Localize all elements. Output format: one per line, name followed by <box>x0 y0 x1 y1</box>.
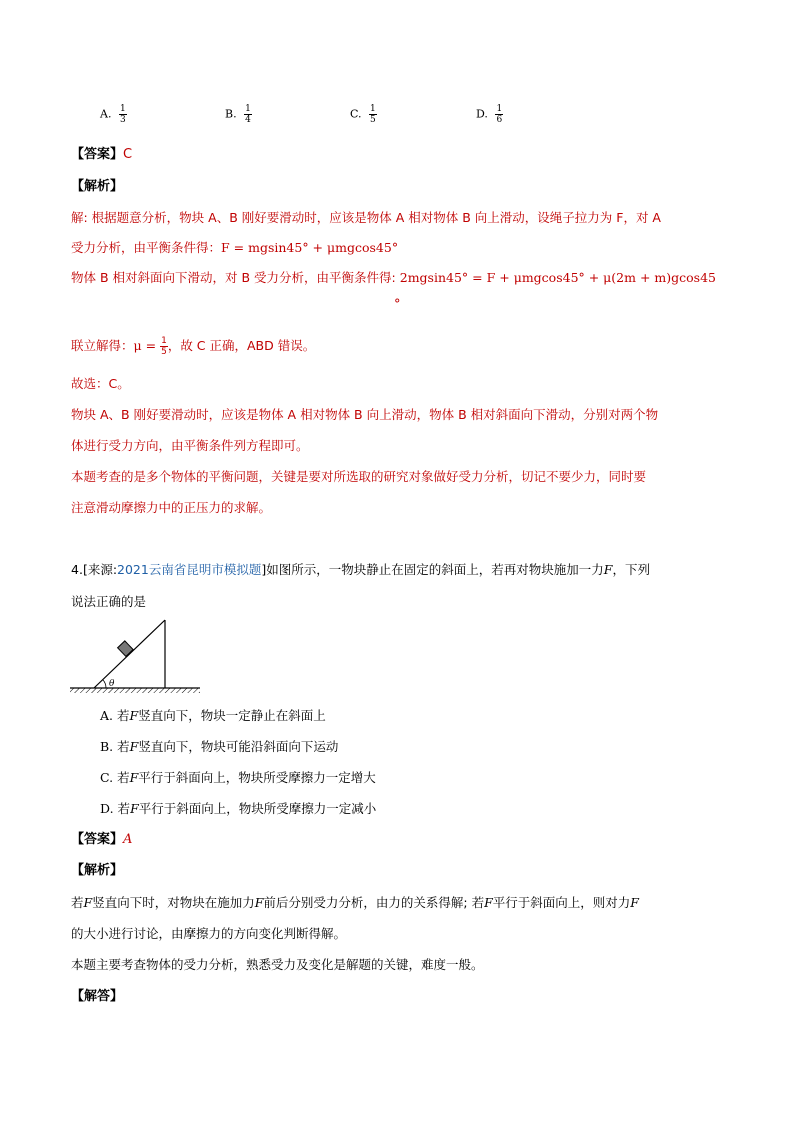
q3-comment-line-1: 物块 A、B 刚好要滑动时，应该是物体 A 相对物体 B 向上滑动，物体 B 相对斜面向下滑动，分别对两个物 <box>71 407 659 422</box>
option-letter: D. <box>476 107 488 121</box>
answer-value: A <box>123 832 133 847</box>
q4-choice-c: C. 若F平行于斜面向上，物块所受摩擦力一定增大 <box>100 770 376 785</box>
q4-analysis-line-2: 的大小进行讨论，由摩擦力的方向变化判断得解。 <box>71 926 347 941</box>
option-c <box>350 104 377 125</box>
source-place: 云南省昆明市模拟题 <box>148 562 262 577</box>
q3-solution-line-4: 联立解得：μ = $\frac{1}{5}$ ，故 C 正确，ABD 错误。 <box>71 336 316 357</box>
q4-analysis-label: 【解析】 <box>71 863 124 878</box>
answer-value: C <box>123 147 133 162</box>
fraction: $\frac{1}{5}$ <box>161 336 167 357</box>
q3-conclusion: 故选：C。 <box>71 376 130 391</box>
q4-stem-line-2: 说法正确的是 <box>71 594 147 609</box>
q4-analysis-line-3: 本题主要考查物体的受力分析，熟悉受力及变化是解题的关键，难度一般。 <box>71 957 484 972</box>
q3-comment-line-2: 体进行受力方向，由平衡条件列方程即可。 <box>71 438 309 453</box>
fraction: $\frac{1}{6}$ <box>496 104 503 125</box>
angle-label: θ <box>109 679 115 689</box>
q4-solution-label: 【解答】 <box>71 989 124 1004</box>
q4-stem-line-1: 4.[来源:2021云南省昆明市模拟题]如图所示，一物块静止在固定的斜面上，若再对物块施加一力F，下列 <box>71 562 650 577</box>
block <box>118 641 134 657</box>
ground-hatch <box>70 688 200 693</box>
angle-arc <box>103 680 106 688</box>
incline-surface <box>94 620 165 688</box>
q3-solution-line-3-cont: ° <box>394 297 401 312</box>
option-letter: C. <box>350 107 362 121</box>
q3-solution-line-2: 受力分析，由平衡条件得：F = mgsin45° + μmgcos45° <box>71 240 399 255</box>
equation: 2mgsin45° = F + μmgcos45° + μ(2m + m)gcos45 <box>399 270 716 285</box>
q4-analysis-line-1: 若F竖直向下时，对物块在施加力F前后分别受力分析，由力的关系得解; 若F平行于斜面向上，则对力F <box>71 895 639 910</box>
q4-choice-d: D. 若F平行于斜面向上，物块所受摩擦力一定减小 <box>100 801 377 816</box>
incline-diagram <box>70 618 202 696</box>
q4-answer <box>71 831 132 849</box>
option-letter: B. <box>225 107 237 121</box>
equation: F = mgsin45° + μmgcos45° <box>221 240 399 255</box>
option-d <box>476 104 503 125</box>
q3-comment-line-3: 本题考查的是多个物体的平衡问题，关键是要对所选取的研究对象做好受力分析，切记不要少力，同时要 <box>71 469 647 484</box>
fraction: $\frac{1}{4}$ <box>245 104 251 125</box>
fraction: $\frac{1}{3}$ <box>119 104 126 125</box>
q3-solution-line-1: 解: 根据题意分析，物块 A、B 刚好要滑动时，应该是物体 A 相对物体 B 向上滑动，设绳子拉力为 F，对 A <box>71 210 661 225</box>
option-a <box>100 104 127 125</box>
source-year: 2021 <box>117 562 149 577</box>
q4-choice-a: A. 若F竖直向下，物块一定静止在斜面上 <box>100 708 326 723</box>
answer-label: 【答案】 <box>71 832 124 847</box>
q3-comment-line-4: 注意滑动摩擦力中的正压力的求解。 <box>71 500 272 515</box>
q3-analysis-label: 【解析】 <box>71 179 124 194</box>
option-b <box>225 104 252 125</box>
q3-answer <box>71 146 132 164</box>
answer-label: 【答案】 <box>71 147 124 162</box>
question-number: 4. <box>71 562 83 577</box>
q3-solution-line-3: 物体 B 相对斜面向下滑动，对 B 受力分析，由平衡条件得: 2mgsin45° = F + μmgcos45° + μ(2m + m)gcos45 <box>71 270 716 285</box>
option-letter: A. <box>100 107 112 121</box>
fraction: $\frac{1}{5}$ <box>370 104 376 125</box>
q4-choice-b: B. 若F竖直向下，物块可能沿斜面向下运动 <box>100 739 339 754</box>
